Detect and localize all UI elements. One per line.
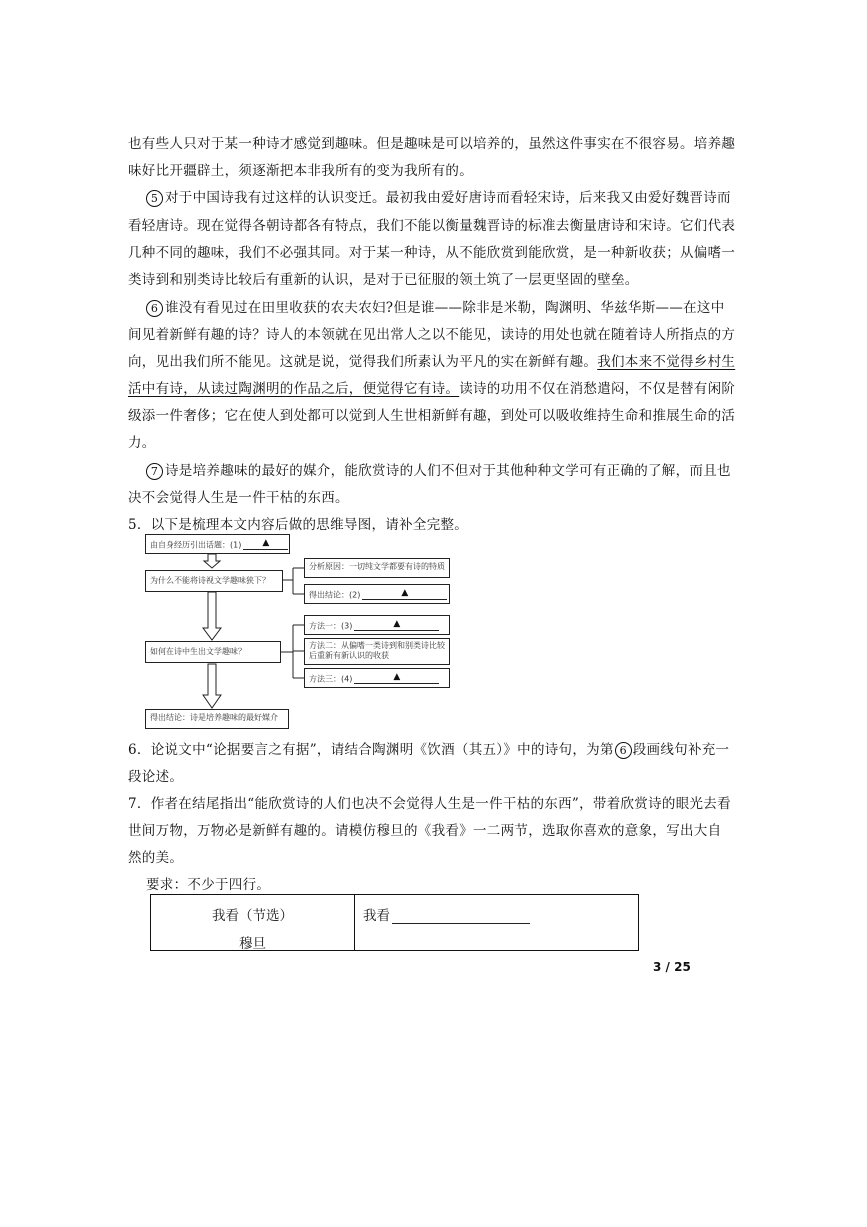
mindmap-box-method1: 方法一：(3) ▲ [304, 615, 450, 635]
paragraph-text: 读诗的功用不仅在消愁遣闷，不仅是替有闲阶 [459, 381, 736, 397]
poem-title: 我看（节选） [212, 908, 293, 924]
circled-number: 6 [146, 300, 163, 317]
paragraph-line: 看轻唐诗。现在觉得各朝诗都各有特点，我们不能以衡量魏晋诗的标准去衡量唐诗和宋诗。它们代表 [128, 218, 736, 234]
question-7-cont: 世间万物，万物必是新鲜有趣的。请模仿穆旦的《我看》一二两节，选取你喜欢的意象，写出大自 [128, 823, 722, 839]
mindmap-box-question2: 如何在诗中生出文学趣味？ [145, 641, 281, 663]
paragraph-line: 类诗到和别类诗比较后有重新的认识，是对于已征服的领土筑了一层更坚固的壁垒。 [128, 272, 639, 288]
paragraph-line [128, 377, 736, 397]
paragraph-text: 向，见出我们所不能见。这就是说，觉得我们所素认为平凡的实在新鲜有趣。 [128, 354, 598, 370]
paragraph-line: 间见着新鲜有趣的诗？诗人的本领就在见出常人之以不能见，读诗的用处也就在随着诗人所指点的方 [128, 327, 736, 343]
mindmap-box-question1: 为什么不能将诗视文学趣味狭下？ [145, 570, 283, 592]
paragraph-line [128, 350, 736, 370]
requirement: 要求：不少于四行。 [146, 877, 271, 893]
paragraph-line [146, 296, 725, 317]
paragraph-line [146, 186, 731, 207]
triangle-marker: ▲ [393, 672, 401, 682]
circled-number: 6 [615, 742, 632, 759]
underlined-sentence: 活中有诗，从读过陶渊明的作品之后，便觉得它有诗。 [128, 381, 460, 397]
question-7: 7．作者在结尾指出“能欣赏诗的人们也决不会觉得人生是一件干枯的东西”，带着欣赏诗的眼光去看 [128, 796, 731, 812]
page-number: 3 / 25 [653, 960, 691, 974]
paragraph-text: 诗是培养趣味的最好的媒介，能欣赏诗的人们不但对于其他种种文学可有正确的了解，而且也 [165, 463, 731, 479]
paragraph-line: 味好比开疆辟土，须逐渐把本非我所有的变为我所有的。 [128, 163, 473, 179]
paragraph-line: 级添一件奢侈；它在使人到处都可以觉到人生世相新鲜有趣，到处可以吸收维持生命和推展生命的活 [128, 408, 736, 424]
paragraph-line: 力。 [128, 435, 156, 451]
triangle-marker: ▲ [262, 538, 270, 548]
paragraph-line: 也有些人只对于某一种诗才感觉到趣味。但是趣味是可以培养的，虽然这件事实在不很容易。培养趣 [128, 136, 736, 152]
poem-author: 穆旦 [239, 936, 266, 952]
circled-number: 5 [146, 190, 163, 207]
paragraph-line: 几种不同的趣味，我们不必强其同。对于某一种诗，从不能欣赏到能欣赏，是一种新收获；从偏嗜一 [128, 245, 736, 261]
mindmap-box-intro: 由自身经历引出话题：(1) ▲ [145, 534, 290, 554]
paragraph-line [146, 459, 731, 480]
answer-cell[interactable] [363, 904, 530, 924]
answer-table [150, 894, 639, 951]
triangle-marker: ▲ [393, 619, 401, 629]
mindmap-box-conclusion2: 得出结论：诗是培养趣味的最好媒介 [145, 709, 289, 729]
question-6-cont: 段论述。 [128, 769, 184, 785]
paragraph-text: 谁没有看见过在田里收获的农夫农妇?但是谁——除非是米勒，陶渊明、华兹华斯——在这中 [165, 300, 725, 316]
answer-prefix: 我看 [363, 908, 390, 924]
mindmap-box-method3: 方法三：(4) ▲ [304, 668, 450, 688]
paragraph-text: 对于中国诗我有过这样的认识变迁。最初我由爱好唐诗而看轻宋诗，后来我又由爱好魏晋诗而 [165, 190, 731, 206]
question-5: 5．以下是梳理本文内容后做的思维导图，请补全完整。 [128, 517, 469, 533]
paragraph-line: 决不会觉得人生是一件干枯的东西。 [128, 490, 349, 506]
triangle-marker: ▲ [401, 588, 409, 598]
mindmap-box-reason: 分析原因：一切纯文学都要有诗的特质 [304, 558, 450, 578]
question-7-cont: 然的美。 [128, 850, 184, 866]
mind-map [140, 530, 460, 730]
circled-number: 7 [146, 463, 163, 480]
mindmap-box-method2: 方法二：从偏嗜一类诗到和别类诗比较 后重新有新认识的收获 [304, 638, 450, 665]
underlined-sentence: 我们本来不觉得乡村生 [597, 354, 736, 370]
question-6: 6．论说文中“论据要言之有据”，请结合陶渊明《饮酒（其五）》中的诗句，为第 6 段画线句补充一 [128, 742, 730, 758]
mindmap-box-conclusion1: 得出结论：(2) ▲ [304, 584, 450, 604]
poem-reference-cell [151, 895, 355, 950]
answer-blank[interactable] [392, 909, 530, 924]
